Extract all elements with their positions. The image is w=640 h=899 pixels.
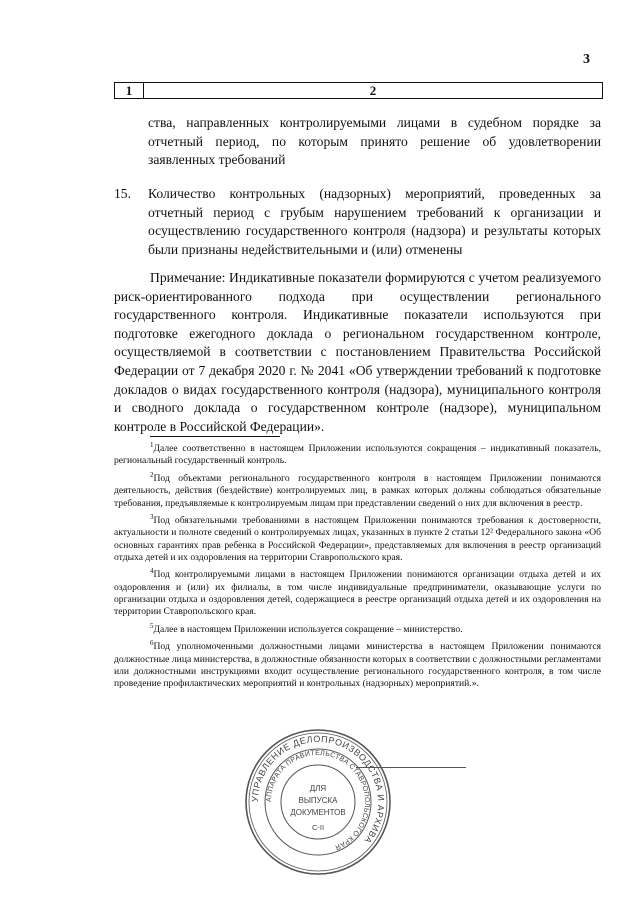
table-header-col2: 2 bbox=[369, 83, 377, 98]
footnote-mark: 3 bbox=[150, 512, 154, 521]
footnote-text: Далее в настоящем Приложении используется сокращение – министерство. bbox=[153, 623, 463, 635]
footnote-4 bbox=[114, 565, 601, 618]
item-text: Количество контрольных (надзорных) мероприятий, проведенных за отчетный период с грубым нарушением требований к организации и осуществлению государственного контроля (надзора) и результаты которых были признаны недействительными и (или) отменены bbox=[148, 186, 601, 257]
footnotes bbox=[114, 439, 601, 691]
stamp-code: С-II bbox=[311, 823, 325, 832]
footnote-text: Под уполномоченными должностными лицами министерства в настоящем Приложении понимаются должностные лица министерства, в должностные обязанности которых в соответствии с должностными регламентами или должностными инструкциями входит осуществление регионального государственного контроля, в том числе проведение профилактических мероприятий и контрольных (надзорных) мероприятий.». bbox=[114, 641, 601, 690]
note-paragraph: Примечание: Индикативные показатели формируются с учетом реализуемого риск-ориентированного подхода при осуществлении регионального государственного контроля. Индикативные показатели используются при подготовке ежегодного доклада о региональном государственном контроле, осуществляемой в соответствии с постановлением Правительства Российской Федерации от 7 декабря 2020 г. № 2041 «Об утверждении требований к подготовке докладов о видах государственного контроля (надзора), муниципального контроля и сводного доклада о государственном контроле (надзоре), муниципальном контроле в Российской Федерации». bbox=[114, 270, 601, 434]
footnote-5 bbox=[114, 620, 601, 636]
stamp-center-line-1: ДЛЯ bbox=[309, 784, 327, 793]
page-number: 3 bbox=[583, 52, 590, 67]
footnote-text: Под объектами регионального государственного контроля в настоящем Приложении понимаются деятельность, действия (бездействие) контролируемых лиц, в рамках которых должны соблюдаться обязательные требования, предъявляемые к контролируемым лицам при представлении сведений о них для включения в реестр. bbox=[114, 472, 601, 509]
footnote-mark: 2 bbox=[150, 470, 154, 479]
footnote-1 bbox=[114, 439, 601, 468]
footnote-3 bbox=[114, 511, 601, 564]
footnote-text: Под обязательными требованиями в настоящем Приложении понимаются требования к достоверности, актуальности и полноте сведений о контролируемых лицах, указанных в пункте 2 статьи 12² Федерального закона «Об основных гарантиях прав ребенка в Российской Федерации», представляемых для включения в реестр организаций отдыха детей и их оздоровления на территории Ставропольского края. bbox=[114, 515, 601, 563]
footnote-6 bbox=[114, 637, 601, 690]
stamp-center-line-3: ДОКУМЕНТОВ bbox=[290, 808, 346, 817]
table-header-col1: 1 bbox=[115, 83, 144, 98]
stamp-seal bbox=[243, 727, 393, 877]
footnote-2 bbox=[114, 469, 601, 510]
stamp-inner-text: АППАРАТА ПРАВИТЕЛЬСТВА СТАВРОПОЛЬСКОГО КРАЯ bbox=[265, 749, 371, 851]
stamp-outer-text: УПРАВЛЕНИЕ ДЕЛОПРОИЗВОДСТВА И АРХИВА bbox=[249, 733, 387, 846]
footnote-text: Под контролируемыми лицами в настоящем Приложении понимаются организации отдыха детей и их оздоровления и (или) их филиалы, в том числе индивидуальные предприниматели, оказывающие услуги по организации отдыха и оздоровления детей, содержащиеся в реестре организаций отдыха детей и их оздоровления на территории Ставропольского края. bbox=[114, 569, 601, 618]
footnote-mark: 6 bbox=[150, 639, 154, 648]
footnote-text: Далее соответственно в настоящем Приложении используются сокращения – индикативный показатель, региональный государственный контроль. bbox=[114, 443, 601, 467]
table-header bbox=[114, 82, 603, 99]
row-continuation-text: ства, направленных контролируемыми лицами в судебном порядке за отчетный период, по которым принято решение об удовлетворении заявленных требований bbox=[148, 115, 601, 168]
item-number: 15. bbox=[114, 186, 131, 201]
stamp-center-line-2: ВЫПУСКА bbox=[298, 796, 338, 805]
footnote-separator bbox=[150, 436, 280, 437]
footnote-mark: 1 bbox=[150, 441, 154, 449]
footnote-mark: 5 bbox=[150, 621, 154, 630]
footnote-mark: 4 bbox=[150, 567, 154, 576]
list-item-15 bbox=[114, 185, 601, 259]
